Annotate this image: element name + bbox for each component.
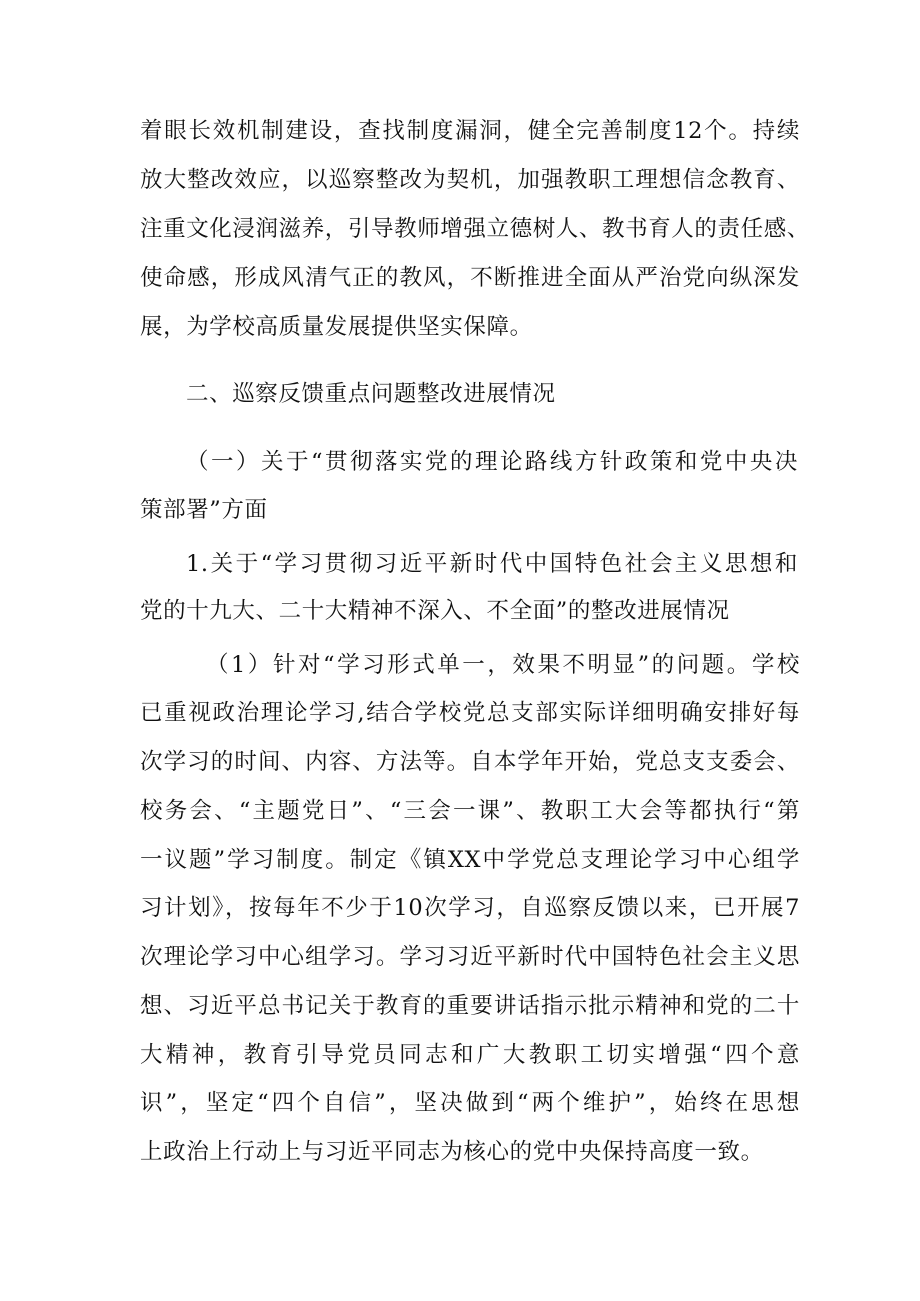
text-line: 次理论学习中心组学习。学习习近平新时代中国特色社会主义思 [140,944,800,970]
text-line: 党的十九大、二十大精神不深入、不全面”的整改进展情况 [140,598,730,624]
text-line: 注重文化浸润滋养，引导教师增强立德树人、教书育人的责任感、 [140,216,810,242]
text-line: 展，为学校高质量发展提供坚实保障。 [140,314,533,340]
text-line: 想、习近平总书记关于教育的重要讲话指示批示精神和党的二十 [140,993,800,1019]
text-line: 着眼长效机制建设，查找制度漏洞，健全完善制度12个。持续 [140,118,800,144]
text-line: 使命感，形成风清气正的教风，不断推进全面从严治党向纵深发 [140,265,800,291]
text-line: 放大整改效应，以巡察整改为契机，加强教职工理想信念教育、 [140,167,800,193]
text-line: 策部署”方面 [140,497,268,523]
text-line: 已重视政治理论学习,结合学校党总支部实际详细明确安排好每 [140,700,800,726]
text-line: 一议题”学习制度。制定《镇XX中学党总支理论学习中心组学 [140,847,800,873]
text-line: 习计划》，按每年不少于10次学习，自巡察反馈以来，已开展7 [140,895,800,921]
text-line: （一）关于“贯彻落实党的理论路线方针政策和党中央决 [186,449,798,475]
text-line: 上政治上行动上与习近平同志为核心的党中央保持高度一致。 [140,1139,764,1165]
text-line: （1）针对“学习形式单一，效果不明显”的问题。学校 [206,652,800,678]
text-line: 识”，坚定“四个自信”，坚决做到“两个维护”，始终在思想 [140,1090,800,1116]
section-heading: 二、巡察反馈重点问题整改进展情况 [186,381,556,407]
text-line: 1.关于“学习贯彻习近平新时代中国特色社会主义思想和 [186,551,798,577]
text-line: 大精神，教育引导党员同志和广大教职工切实增强“四个意 [140,1042,800,1068]
text-line: 次学习的时间、内容、方法等。自本学年开始，党总支支委会、 [140,749,800,775]
text-line: 校务会、“主题党日”、“三会一课”、教职工大会等都执行“第 [140,798,800,824]
